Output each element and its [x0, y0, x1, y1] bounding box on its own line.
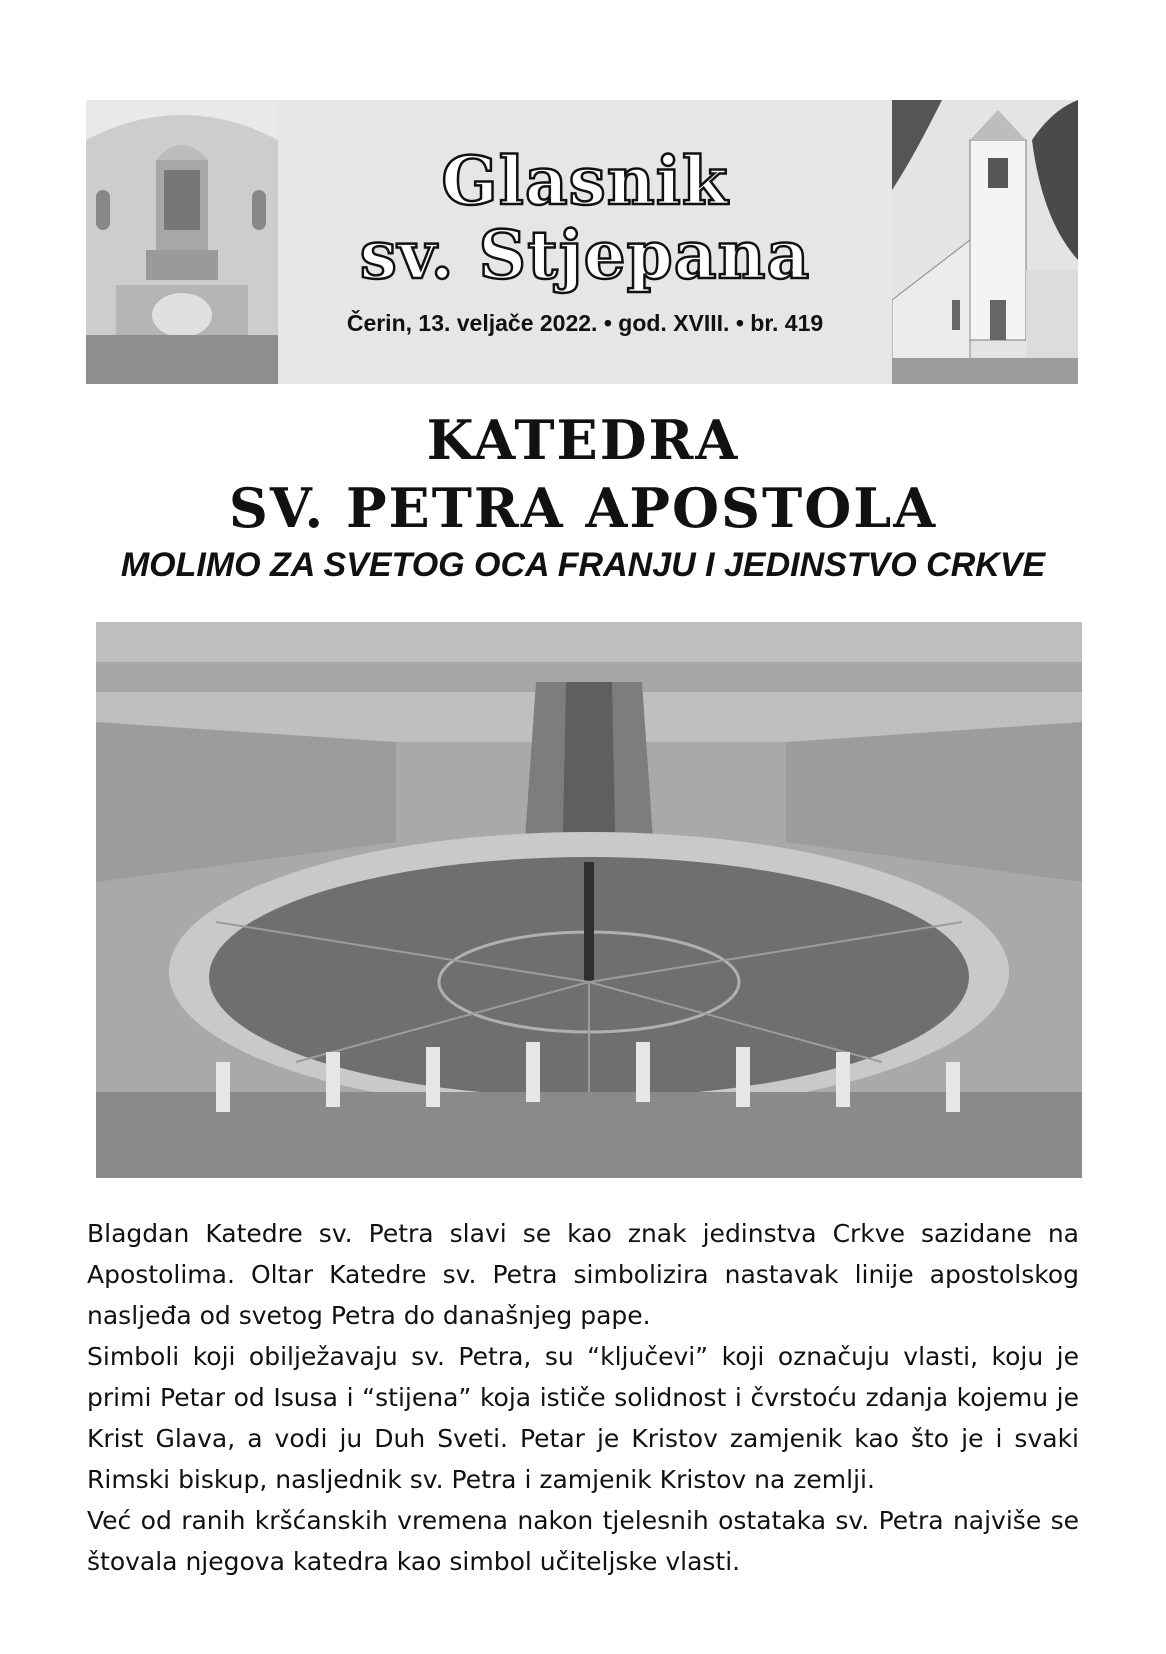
- masthead-title-block: [278, 100, 892, 384]
- article-paragraph: Simboli koji obilježavaju sv. Petra, su “ključevi” koji označuju vlasti, koju je primi Petar od Isusa i “stijena” koja ističe solidnost i čvrstoću zdanja kojemu je Krist Glava, a vodi ju Duh Sveti. Petar je Kristov zamjenik kao što je i svaki Rimski biskup, nasljednik sv. Petra i zamjenik Kristov na zemlji.: [87, 1342, 1079, 1494]
- article-body: [87, 1213, 1079, 1582]
- article-paragraph: Već od ranih kršćanskih vremena nakon tjelesnih ostataka sv. Petra najviše se štovala njegova katedra kao simbol učiteljske vlasti.: [87, 1506, 1079, 1576]
- headline-line2: SV. PETRA APOSTOLA: [228, 476, 938, 540]
- article-paragraph: Blagdan Katedre sv. Petra slavi se kao znak jedinstva Crkve sazidane na Apostolima. Oltar Katedre sv. Petra simbolizira nastavak linije apostolskog nasljeđa od svetog Petra do današnjeg pape.: [87, 1219, 1079, 1330]
- issue-info: Čerin, 13. veljače 2022. • god. XVIII. • br. 419: [346, 310, 824, 336]
- church-interior-photo: [86, 100, 278, 384]
- church-tower-photo: [892, 100, 1078, 384]
- headline-line1: KATEDRA: [426, 408, 740, 472]
- headline-subtitle: MOLIMO ZA SVETOG OCA FRANJU I JEDINSTVO CRKVE: [120, 546, 1046, 584]
- st-peters-square-photo: [96, 622, 1082, 1178]
- masthead: [86, 100, 1078, 384]
- masthead-title-line1: Glasnik: [441, 142, 729, 220]
- masthead-title-line2: sv. Stjepana: [359, 216, 811, 294]
